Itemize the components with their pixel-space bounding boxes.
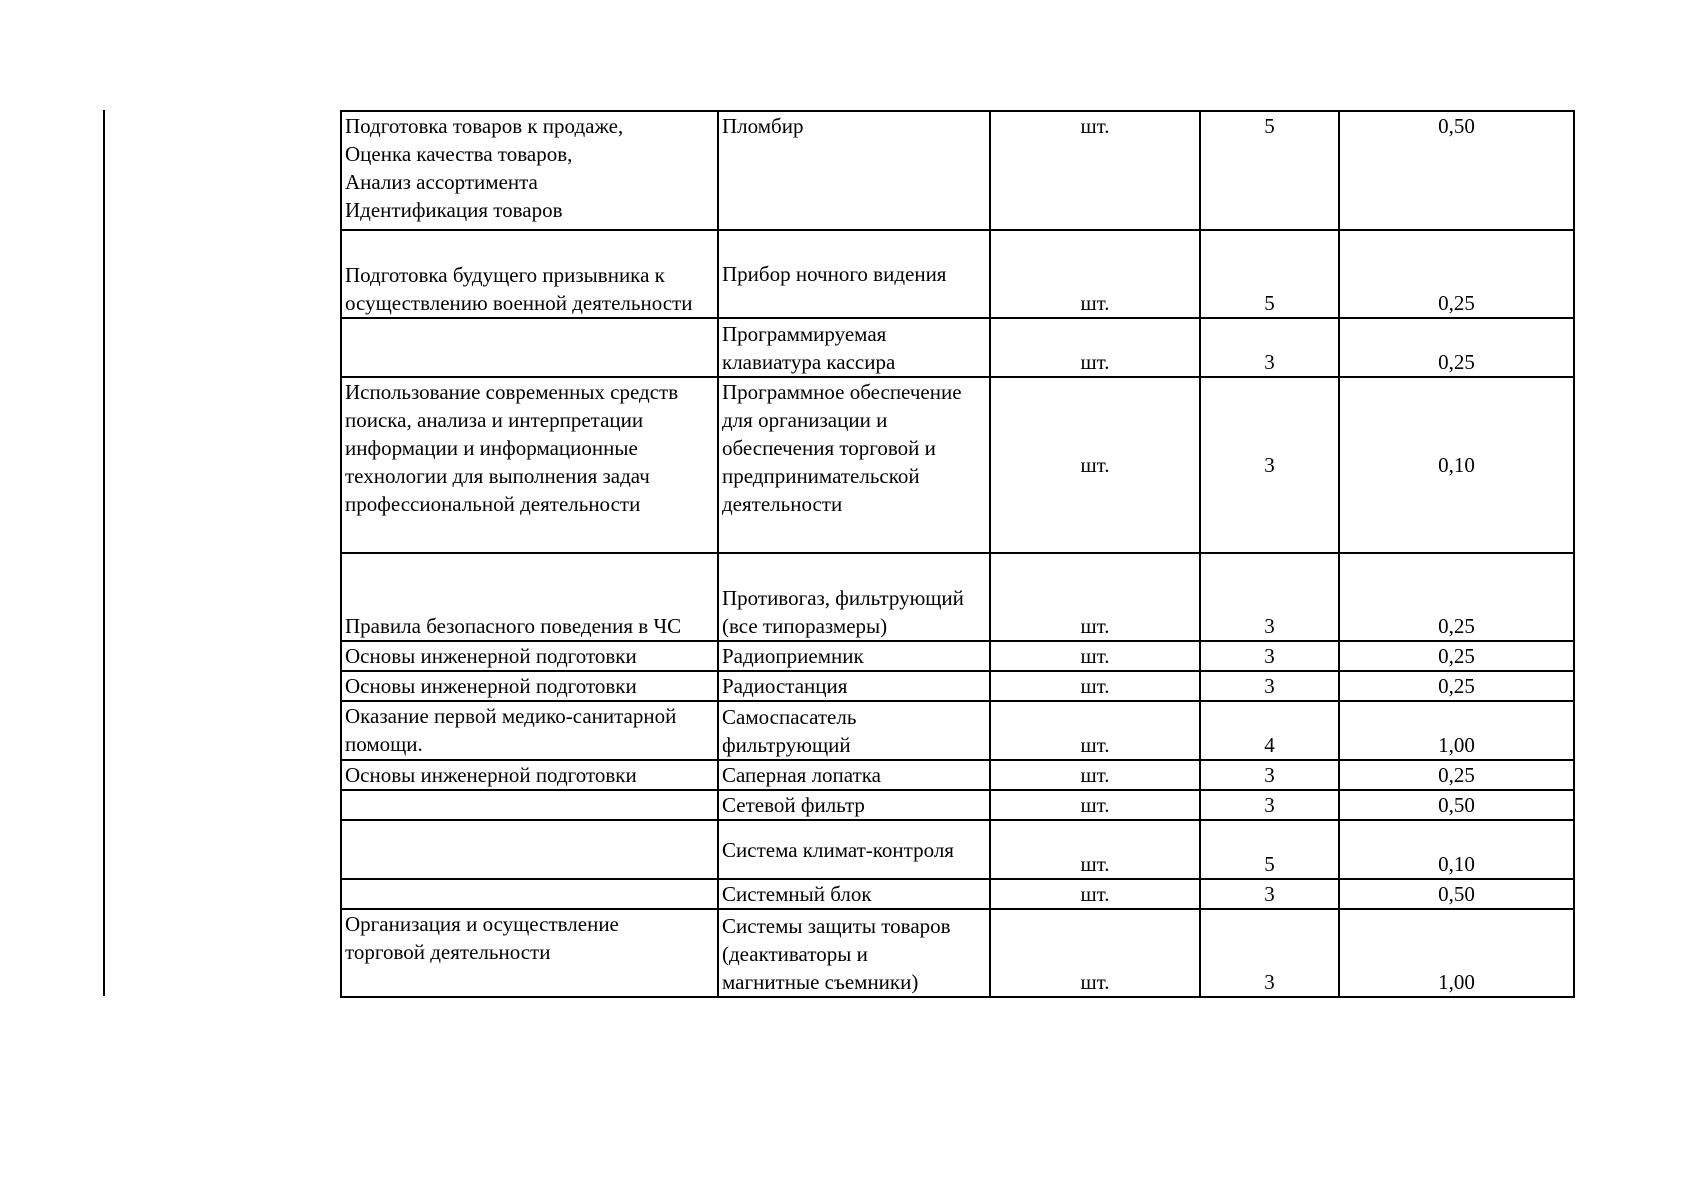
quantity-cell: 5 [1200,820,1339,879]
discipline-cell: Организация и осуществление торговой деятельности [341,909,718,997]
coefficient-cell: 0,25 [1339,318,1574,377]
unit-cell: шт. [990,909,1200,997]
item-cell: Пломбир [718,111,990,230]
quantity-cell: 4 [1200,701,1339,760]
coefficient-cell: 0,25 [1339,760,1574,790]
table-row [341,909,1574,997]
unit-cell: шт. [990,641,1200,671]
discipline-cell [341,318,718,377]
item-cell: Программируемая клавиатура кассира [718,318,990,377]
unit-cell: шт. [990,377,1200,553]
table-row [341,318,1574,377]
quantity-cell: 3 [1200,641,1339,671]
coefficient-cell: 0,50 [1339,879,1574,909]
unit-cell: шт. [990,671,1200,701]
item-cell: Радиоприемник [718,641,990,671]
discipline-cell [341,820,718,879]
quantity-cell: 5 [1200,111,1339,230]
unit-cell: шт. [990,790,1200,820]
table-row [341,111,1574,230]
quantity-cell: 5 [1200,230,1339,318]
coefficient-cell: 0,25 [1339,641,1574,671]
table-row [341,377,1574,553]
table-row [341,760,1574,790]
coefficient-cell: 0,10 [1339,377,1574,553]
unit-cell: шт. [990,760,1200,790]
coefficient-cell: 0,50 [1339,111,1574,230]
quantity-cell: 3 [1200,760,1339,790]
equipment-table [340,110,1575,998]
coefficient-cell: 1,00 [1339,701,1574,760]
quantity-cell: 3 [1200,790,1339,820]
quantity-cell: 3 [1200,671,1339,701]
discipline-cell: Подготовка будущего призывника к осуществлению военной деятельности [341,230,718,318]
item-cell: Радиостанция [718,671,990,701]
table-row [341,230,1574,318]
quantity-cell: 3 [1200,318,1339,377]
item-cell: Системный блок [718,879,990,909]
item-cell: Самоспасатель фильтрующий [718,701,990,760]
coefficient-cell: 1,00 [1339,909,1574,997]
coefficient-cell: 0,50 [1339,790,1574,820]
item-cell: Сетевой фильтр [718,790,990,820]
table-row [341,820,1574,879]
page-margin-line [103,110,105,996]
discipline-cell: Основы инженерной подготовки [341,671,718,701]
discipline-cell: Оказание первой медико-санитарной помощи. [341,701,718,760]
unit-cell: шт. [990,230,1200,318]
quantity-cell: 3 [1200,553,1339,641]
quantity-cell: 3 [1200,377,1339,553]
unit-cell: шт. [990,820,1200,879]
item-cell: Системы защиты товаров (деактиваторы и магнитные съемники) [718,909,990,997]
item-cell: Саперная лопатка [718,760,990,790]
coefficient-cell: 0,25 [1339,671,1574,701]
unit-cell: шт. [990,701,1200,760]
unit-cell: шт. [990,318,1200,377]
table-row [341,671,1574,701]
unit-cell: шт. [990,879,1200,909]
table-row [341,879,1574,909]
unit-cell: шт. [990,553,1200,641]
table-row [341,701,1574,760]
table-row [341,641,1574,671]
quantity-cell: 3 [1200,909,1339,997]
table-row [341,790,1574,820]
discipline-cell: Подготовка товаров к продаже, Оценка качества товаров, Анализ ассортимента Идентификация товаров [341,111,718,230]
coefficient-cell: 0,25 [1339,230,1574,318]
discipline-cell: Основы инженерной подготовки [341,641,718,671]
discipline-cell: Правила безопасного поведения в ЧС [341,553,718,641]
discipline-cell [341,790,718,820]
unit-cell: шт. [990,111,1200,230]
quantity-cell: 3 [1200,879,1339,909]
coefficient-cell: 0,10 [1339,820,1574,879]
item-cell: Противогаз, фильтрующий (все типоразмеры) [718,553,990,641]
discipline-cell: Использование современных средств поиска, анализа и интерпретации информации и информационные технологии для выполнения задач профессиональной деятельности [341,377,718,553]
discipline-cell: Основы инженерной подготовки [341,760,718,790]
item-cell: Программное обеспечение для организации и обеспечения торговой и предпринимательской деятельности [718,377,990,553]
item-cell: Прибор ночного видения [718,230,990,318]
coefficient-cell: 0,25 [1339,553,1574,641]
table-row [341,553,1574,641]
discipline-cell [341,879,718,909]
item-cell: Система климат-контроля [718,820,990,879]
